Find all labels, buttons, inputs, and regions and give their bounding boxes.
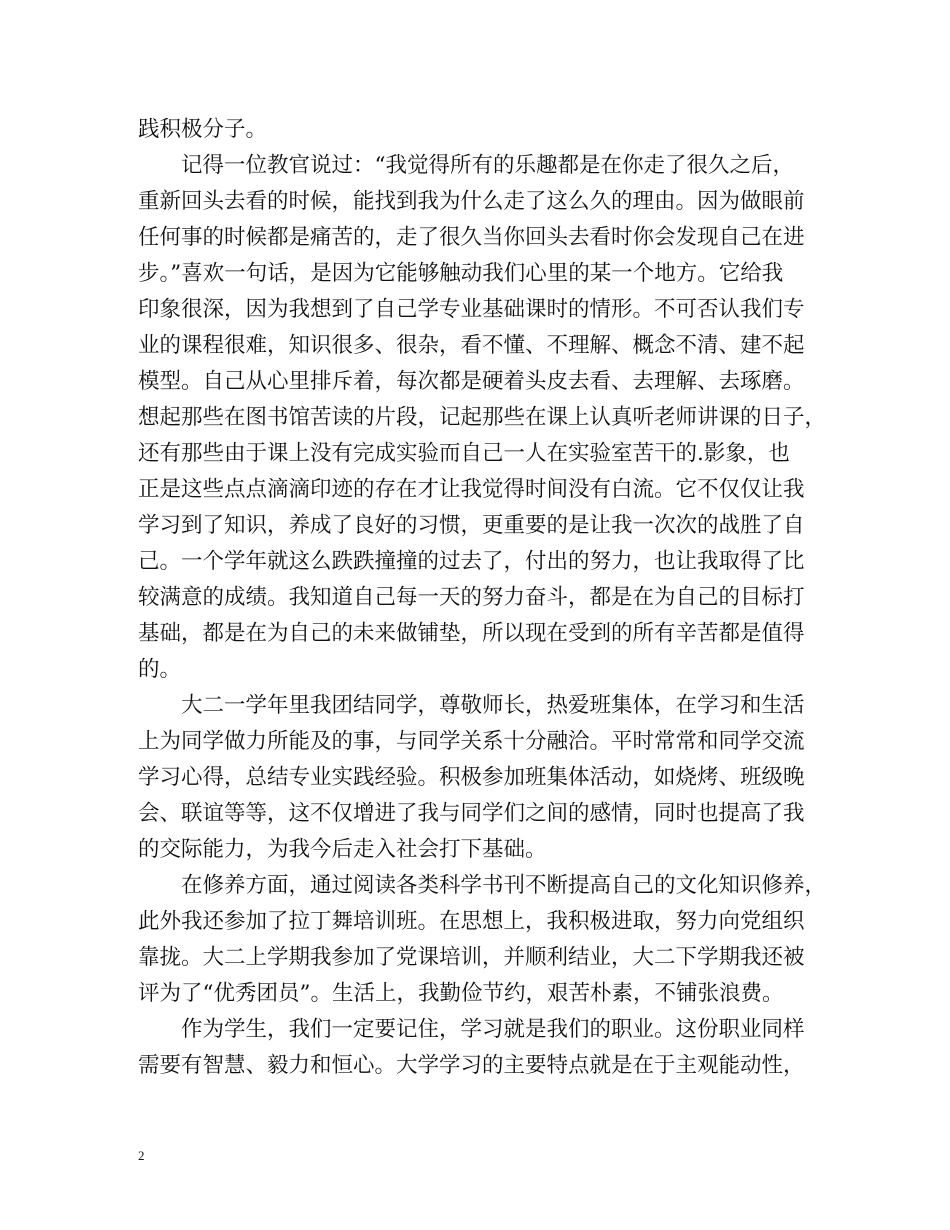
text-line: 学习心得，总结专业实践经验。积极参加班集体活动，如烧烤、班级晚 [138, 765, 805, 790]
page-number: 2 [138, 1148, 145, 1163]
text-line: 靠拢。大二上学期我参加了党课培训，并顺利结业，大二下学期我还被 [138, 945, 805, 970]
text-line: 较满意的成绩。我知道自己每一天的努力奋斗，都是在为自己的目标打 [138, 585, 805, 610]
text-line: 评为了“优秀团员”。生活上，我勤俭节约，艰苦朴素，不铺张浪费。 [138, 981, 784, 1006]
text-line: 步。”喜欢一句话，是因为它能够触动我们心里的某一个地方。它给我 [138, 261, 784, 286]
text-line: 会、联谊等等，这不仅增进了我与同学们之间的感情，同时也提高了我 [138, 801, 805, 826]
text-line: 己。一个学年就这么跌跌撞撞的过去了，付出的努力，也让我取得了比 [138, 549, 805, 574]
text-line: 在修养方面，通过阅读各类科学书刊不断提高自己的文化知识修养， [138, 873, 827, 898]
text-line: 想起那些在图书馆苦读的片段，记起那些在课上认真听老师讲课的日子， [138, 405, 827, 430]
text-line: 此外我还参加了拉丁舞培训班。在思想上，我积极进取，努力向党组织 [138, 909, 805, 934]
body-text [138, 112, 828, 1084]
text-line: 业的课程很难，知识很多、很杂，看不懂、不理解、概念不清、建不起 [138, 333, 805, 358]
text-line: 正是这些点点滴滴印迹的存在才让我觉得时间没有白流。它不仅仅让我 [138, 477, 805, 502]
text-line: 模型。自己从心里排斥着，每次都是硬着头皮去看、去理解、去琢磨。 [138, 369, 805, 394]
text-line: 的。 [138, 657, 182, 682]
text-line: 重新回头去看的时候，能找到我为什么走了这么久的理由。因为做眼前 [138, 189, 805, 214]
text-line: 记得一位教官说过：“我觉得所有的乐趣都是在你走了很久之后， [138, 153, 794, 178]
text-line: 印象很深，因为我想到了自己学专业基础课时的情形。不可否认我们专 [138, 297, 805, 322]
text-line: 的交际能力，为我今后走入社会打下基础。 [138, 837, 547, 862]
text-line: 任何事的时候都是痛苦的，走了很久当你回头去看时你会发现自己在进 [138, 225, 805, 250]
text-line: 还有那些由于课上没有完成实验而自己一人在实验室苦干的.影象，也 [138, 441, 790, 466]
text-line: 基础，都是在为自己的未来做铺垫，所以现在受到的所有辛苦都是值得 [138, 621, 805, 646]
text-line: 践积极分子。 [138, 117, 268, 142]
text-line: 需要有智慧、毅力和恒心。大学学习的主要特点就是在于主观能动性， [138, 1053, 805, 1078]
text-line: 作为学生，我们一定要记住，学习就是我们的职业。这份职业同样 [138, 1017, 805, 1042]
text-line: 大二一学年里我团结同学，尊敬师长，热爱班集体，在学习和生活 [138, 693, 805, 718]
text-line: 学习到了知识，养成了良好的习惯，更重要的是让我一次次的战胜了自 [138, 513, 805, 538]
text-line: 上为同学做力所能及的事，与同学关系十分融洽。平时常常和同学交流 [138, 729, 805, 754]
